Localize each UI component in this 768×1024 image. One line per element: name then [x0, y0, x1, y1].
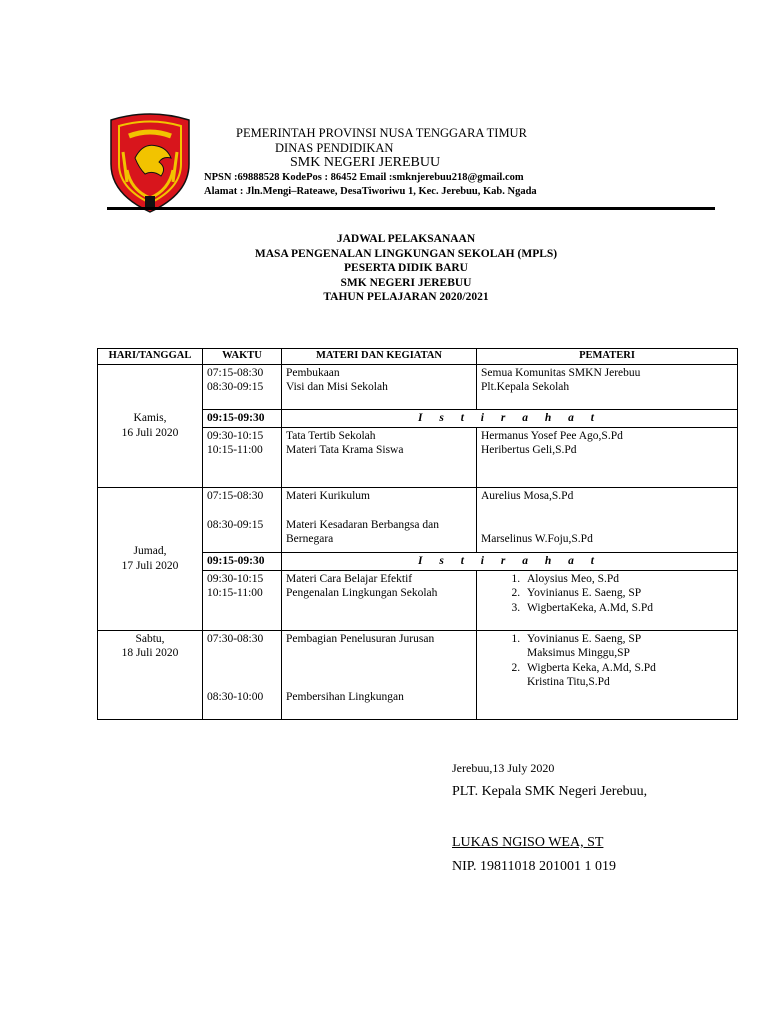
break-label: I s t i r a h a t: [282, 409, 738, 427]
title-line: TAHUN PELAJARAN 2020/2021: [323, 291, 489, 303]
list-item: [523, 632, 733, 661]
pemateri-item: Aurelius Mosa,S.Pd: [481, 489, 574, 502]
letterhead-contact: NPSN :69888528 KodePos : 86452 Email :smknjerebuu218@gmail.com: [204, 172, 524, 183]
time-value: 07:15-08:30: [207, 366, 264, 379]
time-value: 09:30-10:15: [207, 572, 264, 585]
title-line: PESERTA DIDIK BARU: [344, 262, 468, 274]
materi-cell: [282, 570, 477, 630]
title-line: SMK NEGERI JEREBUU: [340, 276, 472, 289]
list-item: 1. Aloysius Meo, S.Pd: [523, 572, 733, 587]
header-hari-tanggal: HARI/TANGGAL: [98, 349, 203, 365]
materi-item: Pengenalan Lingkungan Sekolah: [286, 587, 438, 599]
time-value: 08:30-10:00: [207, 690, 264, 703]
day-name: Sabtu,: [135, 632, 165, 645]
schedule-table: [97, 348, 738, 720]
letterhead-government: PEMERINTAH PROVINSI NUSA TENGGARA TIMUR: [236, 126, 527, 140]
materi-item: Materi Kurikulum: [286, 489, 370, 502]
time-value: 10:15-11:00: [207, 444, 263, 456]
header-waktu: WAKTU: [203, 349, 282, 365]
list-item: 2. Yovinianus E. Saeng, SP: [523, 586, 733, 601]
day-date: 18 Juli 2020: [121, 647, 179, 659]
time-value: 07:30-08:30: [207, 632, 264, 645]
day-cell: [98, 364, 203, 487]
materi-item: Bernegara: [286, 533, 334, 545]
day-cell: [98, 630, 203, 719]
pemateri-list: [481, 632, 733, 690]
pemateri-list: [481, 572, 733, 616]
pemateri-cell: [477, 364, 738, 409]
pemateri-item: 1. Yovinianus E. Saeng, SP: [527, 632, 642, 645]
letterhead-address: Alamat : Jln.Mengi–Rateawe, DesaTiworiwu 1, Kec. Jerebuu, Kab. Ngada: [204, 186, 537, 197]
materi-item: Materi Tata Krama Siswa: [286, 444, 404, 456]
materi-item: Materi Kesadaran Berbangsa dan: [286, 518, 439, 531]
break-label: I s t i r a h a t: [282, 552, 738, 570]
materi-item: Pembersihan Lingkungan: [286, 690, 404, 703]
time-cell: [203, 427, 282, 487]
pemateri-item: Kristina Titu,S.Pd: [527, 676, 610, 688]
table-row: [98, 364, 738, 409]
materi-cell: [282, 364, 477, 409]
day-date: 17 Juli 2020: [121, 559, 179, 572]
pemateri-item: Semua Komunitas SMKN Jerebuu: [481, 366, 641, 379]
signature-nip: NIP. 19811018 201001 1 019: [452, 859, 616, 874]
table-row: [98, 487, 738, 552]
time-cell: [203, 630, 282, 719]
day-date: 16 Juli 2020: [121, 426, 179, 439]
pemateri-cell: [477, 630, 738, 719]
title-line: JADWAL PELAKSANAAN: [336, 233, 476, 245]
regional-emblem-logo: [105, 112, 195, 214]
pemateri-item: 2. Wigberta Keka, A.Md, S.Pd: [527, 661, 656, 674]
letterhead-divider: [107, 207, 715, 210]
break-time: 09:15-09:30: [203, 409, 282, 427]
pemateri-item: Plt.Kepala Sekolah: [481, 381, 570, 393]
signature-place-date: Jerebuu,13 July 2020: [452, 761, 555, 775]
letterhead-school-name: SMK NEGERI JEREBUU: [290, 155, 441, 170]
pemateri-item: Maksimus Minggu,SP: [527, 647, 630, 659]
header-pemateri: PEMATERI: [477, 349, 738, 365]
time-cell: [203, 570, 282, 630]
title-line: MASA PENGENALAN LINGKUNGAN SEKOLAH (MPLS): [254, 247, 558, 260]
day-name: Kamis,: [133, 412, 167, 424]
materi-item: Visi dan Misi Sekolah: [286, 381, 388, 393]
break-time: 09:15-09:30: [203, 552, 282, 570]
pemateri-cell: [477, 570, 738, 630]
materi-item: Pembagian Penelusuran Jurusan: [286, 632, 435, 645]
header-materi: MATERI DAN KEGIATAN: [282, 349, 477, 365]
list-item: [523, 661, 733, 690]
letterhead-agency: DINAS PENDIDIKAN: [275, 141, 394, 155]
materi-item: Tata Tertib Sekolah: [286, 429, 376, 442]
time-value: 08:30-09:15: [207, 381, 264, 393]
materi-item: Materi Cara Belajar Efektif: [286, 572, 413, 585]
pemateri-item: Hermanus Yosef Pee Ago,S.Pd: [481, 429, 623, 442]
pemateri-cell: [477, 487, 738, 552]
pemateri-item: Marselinus W.Foju,S.Pd: [481, 533, 593, 545]
document-title: [180, 232, 632, 305]
materi-cell: [282, 427, 477, 487]
day-name: Jumad,: [133, 545, 167, 557]
table-header-row: [98, 349, 738, 365]
list-item: 3. WigbertaKeka, A.Md, S.Pd: [523, 601, 733, 616]
materi-cell: [282, 630, 477, 719]
time-value: 10:15-11:00: [207, 587, 263, 599]
time-value: 09:30-10:15: [207, 429, 264, 442]
time-cell: [203, 364, 282, 409]
table-row: [98, 630, 738, 719]
time-value: 08:30-09:15: [207, 518, 264, 531]
day-cell: [98, 487, 203, 630]
time-cell: [203, 487, 282, 552]
materi-item: Pembukaan: [286, 366, 340, 379]
pemateri-cell: [477, 427, 738, 487]
time-value: 07:15-08:30: [207, 489, 264, 502]
signature-position: PLT. Kepala SMK Negeri Jerebuu,: [452, 784, 648, 799]
signature-name: LUKAS NGISO WEA, ST: [452, 835, 604, 850]
materi-cell: [282, 487, 477, 552]
pemateri-item: Heribertus Geli,S.Pd: [481, 444, 577, 456]
